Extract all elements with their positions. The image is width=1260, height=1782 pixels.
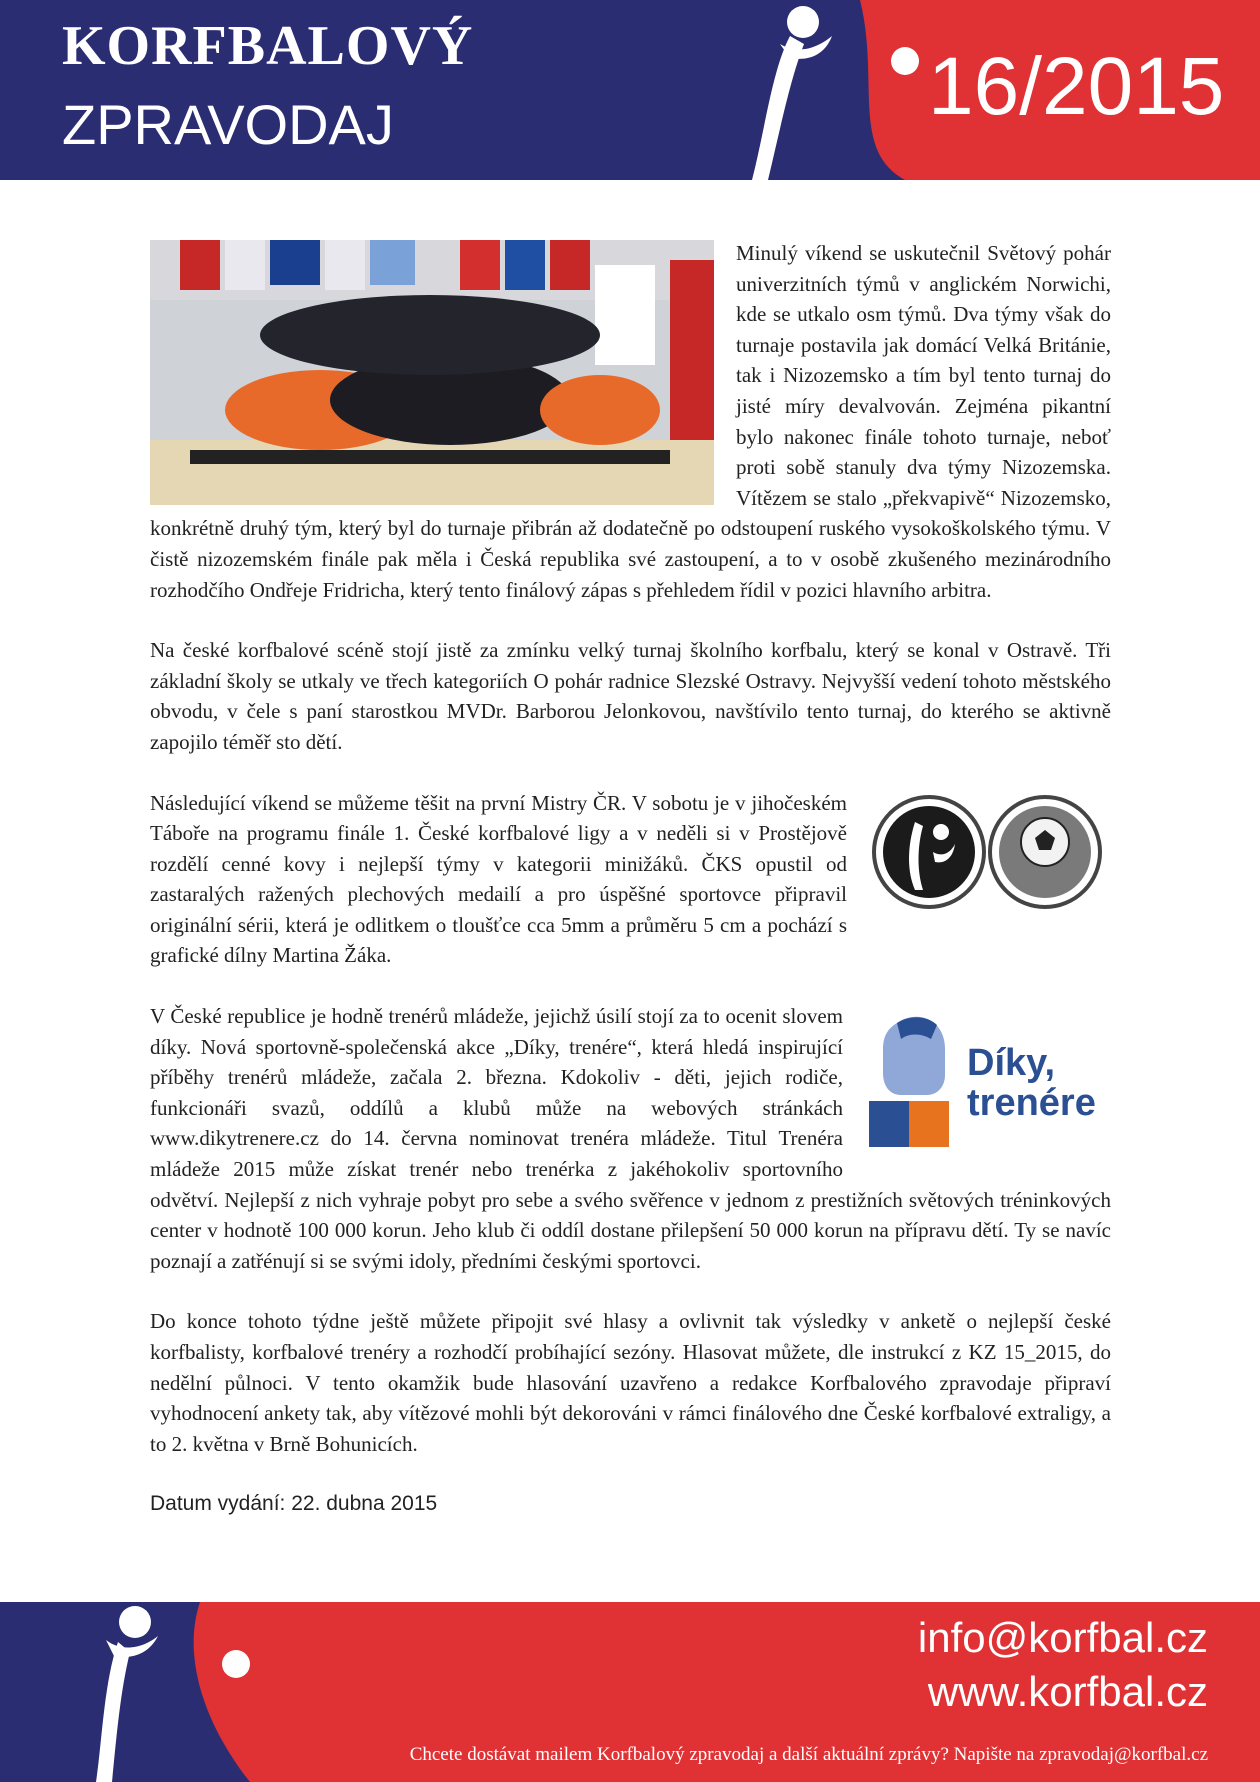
article-paragraph-2: Na české korfbalové scéně stojí jistě za zmínku velký turnaj školního korfbalu, který se konal v Ostravě. Tři základní školy se utkaly ve třech kategoriích O pohár radnice Slezské Ostravy. Nejvyšší vedení tohoto městského obvodu, v čele s paní starostkou MVDr. Barborou Jelonkovou, navštívilo tento turnaj, do kterého se aktivně zapojilo téměř sto dětí. — [150, 638, 1111, 754]
diky-trenere-logo — [867, 1009, 1111, 1151]
header-banner — [0, 0, 1260, 180]
team-photo — [150, 240, 714, 505]
article-paragraph-3: Následující víkend se můžeme těšit na první Mistry ČR. V sobotu je v jihočeském Táboře na programu finále 1. České korfbalové ligy a v neděli si v Prostějově rozdělí cenné kovy i nejlepší týmy v kategorii minižáků. ČKS opustil od zastaralých ražených plechových medailí a pro úspěšné sportovce připravil originální sérii, která je odlitkem o tloušťce cca 5mm a průměru 5 cm a pochází s grafické dílny Martina Žáka. — [150, 788, 1111, 972]
medal-badges — [871, 792, 1111, 912]
publication-date: Datum vydání: 22. dubna 2015 — [150, 1492, 438, 1516]
newsletter-title-line2: ZPRAVODAJ — [62, 93, 394, 156]
svg-text:trenére: trenére — [967, 1082, 1096, 1125]
subscribe-note: Chcete dostávat mailem Korfbalový zpravodaj a další aktuální zprávy? Napište na zpravodaj@korfbal.cz — [409, 1744, 1208, 1765]
article-paragraph-4: Díky, trenére V České republice je hodně trenérů mládeže, jejichž úsilí stojí za to ocenit slovem díky. Nová sportovně-společenská akce „Díky, trenére“, která hledá inspirující příběhy trenérů mládeže, začala 2. března. Kdokoliv - děti, jejich rodiče, funkcionáři svazů, oddílů a klubů může na webových stránkách www.dikytrenere.cz do 14. června nominovat trenéra mládeže. Titul Trenéra mládeže 2015 může získat trenér nebo trenérka z jakéhokoliv sportovního odvětví. Nejlepší z nich vyhraje pobyt pro sebe a svého svěřence v jednom z prestižních světových tréninkových center v hodnotě 100 000 korun. Jeho klub či oddíl dostane přilepšení 50 000 korun na přípravu dětí. Ty se navíc poznají a zatřénují si se svými idoly, předními českými sportovci. — [150, 1004, 1111, 1273]
article-paragraph-5: Do konce tohoto týdne ještě můžete připojit své hlasy a ovlivnit tak výsledky v anketě o nejlepší české korfbalisty, korfbalové trenéry a rozhodčí probíhající sezóny. Hlasovat můžete, dle instrukcí z KZ 15_2015, do nedělní půlnoci. V tento okamžik bude hlasování uzavřeno a redakce Korfbalového zpravodaje připraví vyhodnocení ankety tak, aby vítězové mohli být dekorováni v rámci finálového dne České korfbalové extraligy, a to 2. května v Brně Bohunicích. — [150, 1309, 1111, 1456]
issue-number: 16/2015 — [928, 41, 1225, 132]
article-paragraph-1: Minulý víkend se uskutečnil Světový pohár univerzitních týmů v anglickém Norwichi, kde se utkalo osm týmů. Dva týmy však do turnaje postavila jak domácí Velká Británie, tak i Nizozemsko a tím byl tento turnaj do jisté míry devalvován. Zejména pikantní bylo nakonec finále tohoto turnaje, neboť proti sobě stanuly dva týmy Nizozemska. Vítězem se stalo „překvapivě“ Nizozemsko, konkrétně druhý tým, který byl do turnaje přibrán až dodatečně po odstoupení ruského vysokoškolského týmu. V čistě nizozemském finále pak měla i Česká republika své zastoupení, a to v osobě zkušeného mezinárodního rozhodčího Ondřeje Fridricha, který tento finálový zápas s přehledem řídil v pozici hlavního arbitra. — [150, 241, 1111, 602]
svg-text:Díky,: Díky, — [967, 1042, 1056, 1085]
contact-email[interactable]: info@korfbal.cz — [917, 1614, 1208, 1661]
article-body — [150, 238, 1111, 1520]
footer-banner — [0, 1602, 1260, 1782]
newsletter-title-line1: KORFBALOVÝ — [62, 15, 474, 77]
website-link[interactable]: www.korfbal.cz — [927, 1668, 1208, 1715]
